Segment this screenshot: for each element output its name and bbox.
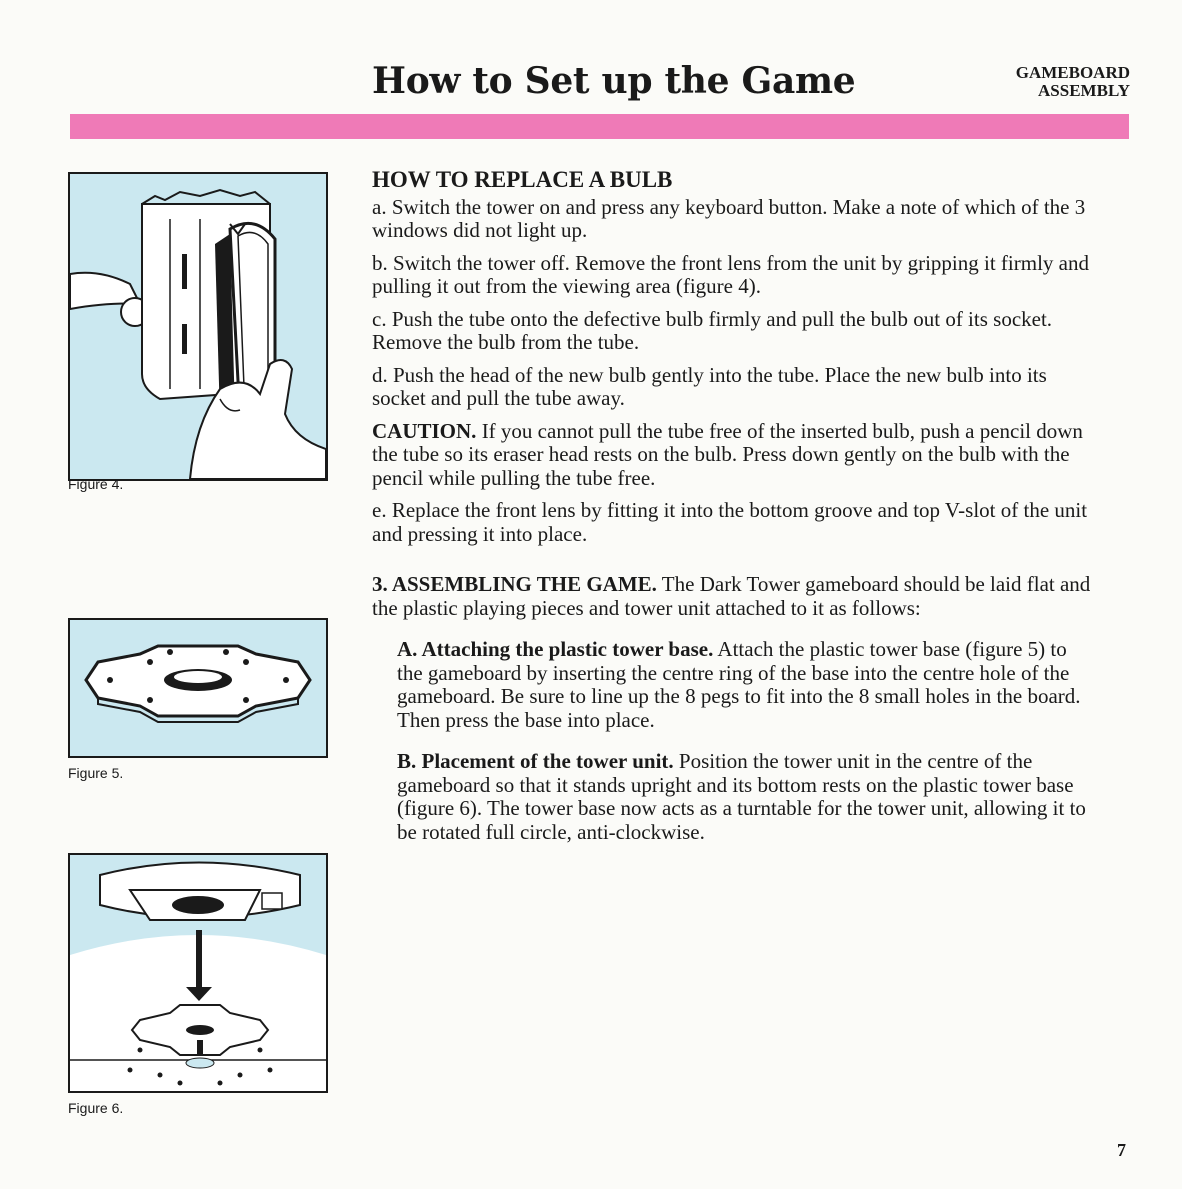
instructions-text [372,168,1092,853]
assembling-text: The Dark Tower gameboard should be laid flat and the plastic playing pieces and tower unit attached to it as follows: [372,572,1091,620]
step-c-label: c. [372,306,387,331]
figure-4-caption: Figure 4. [68,476,124,492]
header-accent-bar [70,114,1129,139]
step-a-text: Switch the tower on and press any keyboard button. Make a note of which of the 3 windows did not light up. [372,194,1086,242]
step-d [372,364,1092,411]
step-c [372,308,1092,355]
place-tower-text: Position the tower unit in the centre of the gameboard so that it stands upright and its bottom rests on the plastic tower base (figure 6). The tower base now acts as a turntable for the tower unit, allowing it to be rotated full circle, anti-clockwise. [397,749,1086,844]
step-e [372,499,1092,546]
page-title: How to Set up the Game [372,60,856,102]
step-a-label: a. [372,194,387,219]
step-b [372,252,1092,299]
section-tag-line2: ASSEMBLY [1038,81,1130,100]
step-d-text: Push the head of the new bulb gently into the tube. Place the new bulb into its socket and pull the tube away. [372,362,1047,410]
step-attach-base [397,638,1092,732]
step-d-label: d. [372,362,388,387]
replace-bulb-heading: HOW TO REPLACE A BULB [372,167,673,192]
caution-label: CAUTION. [372,418,477,443]
attach-base-text: Attach the plastic tower base (figure 5) to the gameboard by inserting the centre ring of the base into the centre hole of the gameboard. Be sure to line up the 8 pegs to fit into the 8 small holes in the board. Then press the base into place. [397,637,1081,732]
step-e-label: e. [372,498,387,522]
attach-base-label: A. Attaching the plastic tower base. [397,637,714,661]
caution-note [372,420,1092,491]
step-c-text: Push the tube onto the defective bulb firmly and pull the bulb out of its socket. Remove the bulb from the tube. [372,306,1053,354]
figure-4-illustration [68,172,328,481]
figure-5-caption: Figure 5. [68,765,124,781]
place-tower-label: B. Placement of the tower unit. [397,749,674,773]
step-place-tower [397,750,1092,844]
step-e-text: Replace the front lens by fitting it into the bottom groove and top V-slot of the unit and pressing it into place. [372,498,1088,546]
figure-6-caption: Figure 6. [68,1100,124,1116]
step-a [372,196,1092,243]
figure-6-illustration [68,853,328,1093]
step-b-text: Switch the tower off. Remove the front lens from the unit by gripping it firmly and pulling it out from the viewing area (figure 4). [372,250,1089,298]
section-tag [1016,64,1130,100]
caution-text: If you cannot pull the tube free of the inserted bulb, push a pencil down the tube so its eraser head rests on the bulb. Press down gently on the bulb with the pencil while pulling the tube free. [372,418,1083,490]
step-b-label: b. [372,250,388,275]
assembling-label: 3. ASSEMBLING THE GAME. [372,572,657,596]
figure-5-illustration [68,618,328,758]
assembling-paragraph [372,573,1092,620]
page-number: 7 [1117,1140,1126,1160]
section-tag-line1: GAMEBOARD [1015,63,1130,82]
